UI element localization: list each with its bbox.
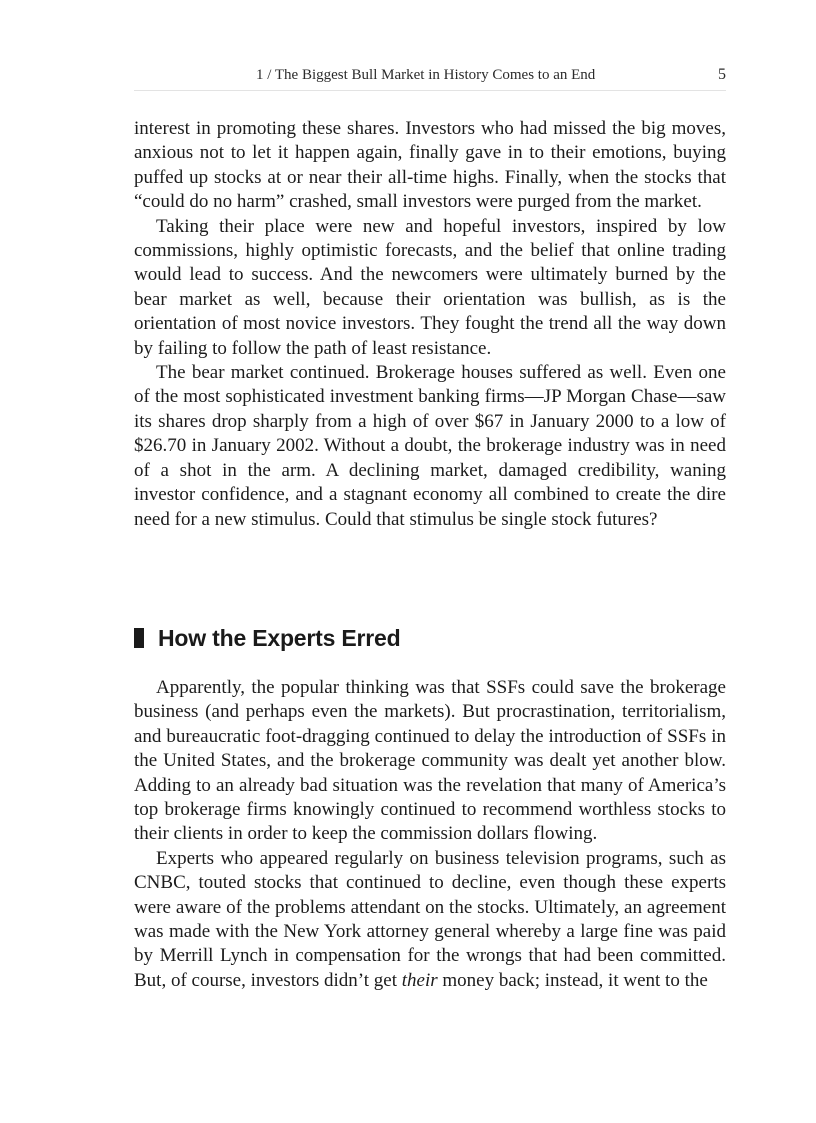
paragraph-continued: interest in promoting these shares. Investors who had missed the big moves, anxious not to let it happen again, finally gave in to their emotions, buying puffed up stocks at or near their all-time highs. Finally, when the stocks that “could do no harm” crashed, small investors were purged from the market. [134,118,726,213]
section-heading [134,622,400,654]
heading-square-marker-icon [134,628,144,648]
paragraph-text-after-emphasis: money back; instead, it went to the [437,969,708,991]
paragraph: The bear market continued. Brokerage houses suffered as well. Even one of the most sophisticated investment banking firms—JP Morgan Chase—saw its shares drop sharply from a high of over $67 in January 2000 to a low of $26.70 in January 2002. Without a doubt, the brokerage industry was in need of a shot in the arm. A declining market, damaged credibility, waning investor confidence, and a stagnant economy all combined to create the dire need for a new stimulus. Could that stimulus be single stock futures? [134,362,726,530]
paragraph: Apparently, the popular thinking was that SSFs could save the brokerage business (and perhaps even the markets). But procrastination, territorialism, and bureaucratic foot-dragging continued to delay the introduction of SSFs in the United States, and the brokerage community was dealt yet another blow. Adding to an already bad situation was the revelation that many of America’s top brokerage firms knowingly continued to recommend worthless stocks to their clients in order to keep the commission dollars flowing. [134,677,726,845]
paragraph-with-emphasis [134,847,726,993]
paragraph-text-before-emphasis: Experts who appeared regularly on business television programs, such as CNBC, touted stocks that continued to decline, even though these experts were aware of the problems attendant on the stocks. Ultimately, an agreement was made with the New York attorney general whereby a large fine was paid by Merrill Lynch in compensation for the wrongs that had been committed. But, of course, investors didn’t get [134,847,726,991]
page-number: 5 [718,66,726,83]
section-heading-text: How the Experts Erred [158,624,401,651]
section-2-body [134,676,726,993]
emphasized-word: their [401,969,438,991]
running-head-title: 1 / The Biggest Bull Market in History Comes to an End [256,67,596,83]
paragraph: Taking their place were new and hopeful investors, inspired by low commissions, highly optimistic forecasts, and the belief that online trading would lead to success. And the newcomers were ultimately burned by the bear market as well, because their orientation was bullish, as is the orientation of most novice investors. They fought the trend all the way down by failing to follow the path of least resistance. [134,215,726,359]
section-1-body [134,117,726,532]
running-head [134,66,726,91]
